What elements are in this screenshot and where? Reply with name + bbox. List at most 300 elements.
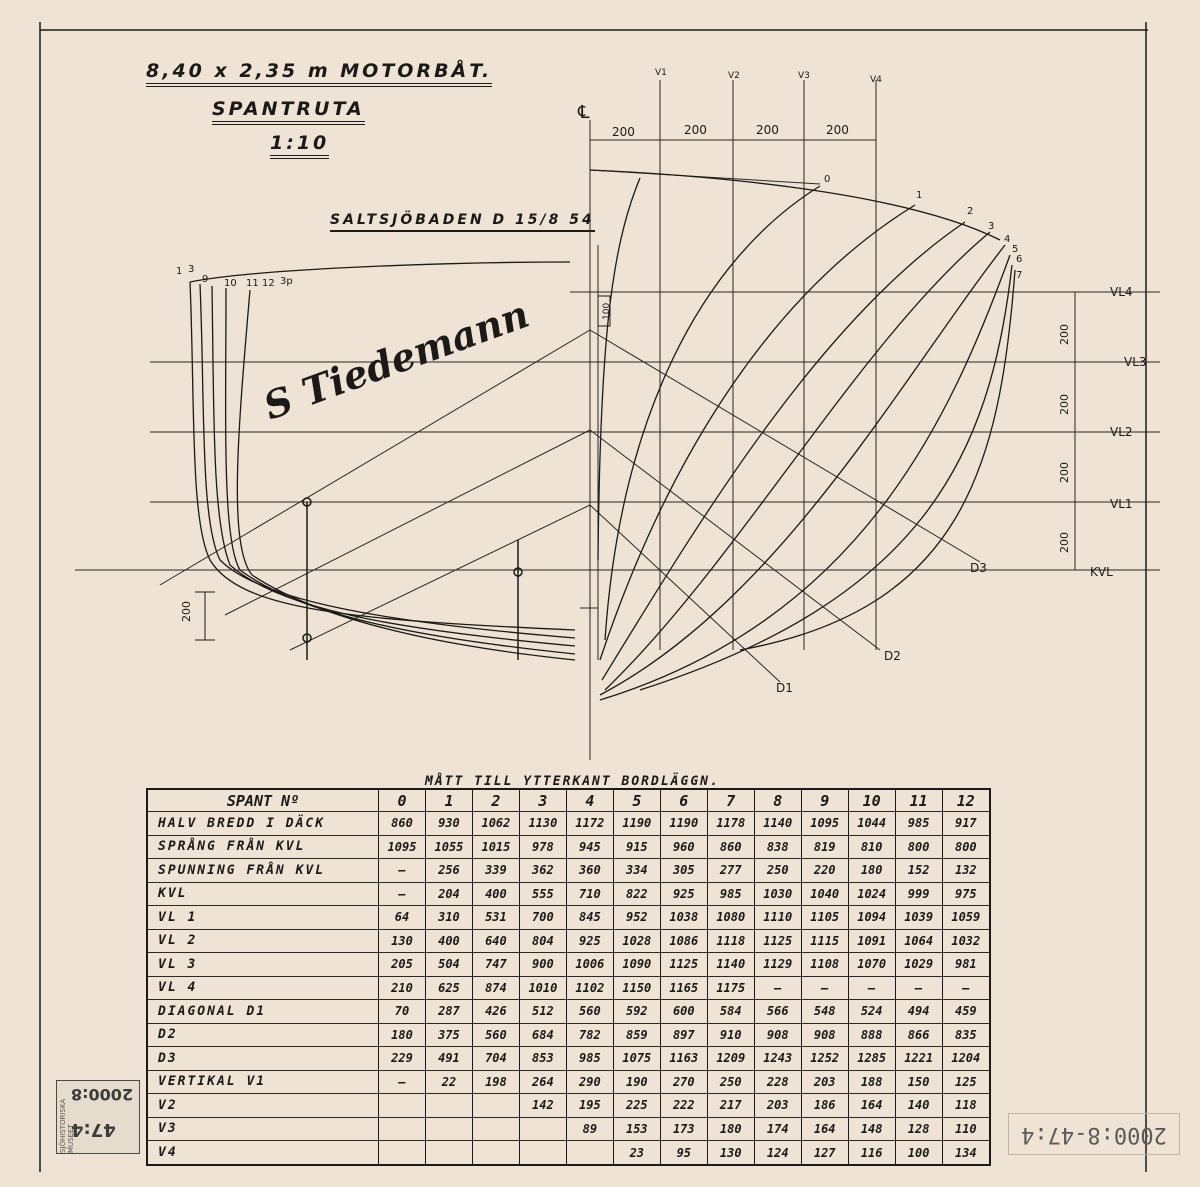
table-cell: 1032 bbox=[942, 929, 990, 953]
table-cell: — bbox=[379, 1070, 426, 1094]
table-cell: 116 bbox=[848, 1141, 895, 1165]
vertical-labels bbox=[655, 68, 882, 85]
table-cell: 1015 bbox=[472, 835, 519, 859]
table-cell: 180 bbox=[707, 1117, 754, 1141]
column-header: 3 bbox=[519, 789, 566, 812]
table-row bbox=[147, 906, 990, 930]
table-cell: 1140 bbox=[754, 812, 801, 836]
aft-body-station-numbers bbox=[176, 264, 293, 289]
label-vl1: VL1 bbox=[1110, 497, 1133, 511]
table-cell: 1010 bbox=[519, 976, 566, 1000]
table-cell: 142 bbox=[519, 1094, 566, 1118]
table-row bbox=[147, 1094, 990, 1118]
table-cell: 1178 bbox=[707, 812, 754, 836]
table-cell: 130 bbox=[379, 929, 426, 953]
station-0: 0 bbox=[824, 174, 831, 185]
table-cell: 164 bbox=[801, 1117, 848, 1141]
table-cell: 1091 bbox=[848, 929, 895, 953]
table-cell: 205 bbox=[379, 953, 426, 977]
row-label: VL 3 bbox=[147, 953, 379, 977]
table-row bbox=[147, 976, 990, 1000]
table-cell: 22 bbox=[425, 1070, 472, 1094]
table-row bbox=[147, 953, 990, 977]
spacing-label-1: 200 bbox=[612, 125, 635, 139]
table-cell: 220 bbox=[801, 859, 848, 883]
table-cell: 822 bbox=[613, 882, 660, 906]
table-cell: 152 bbox=[895, 859, 942, 883]
table-cell: 1252 bbox=[801, 1047, 848, 1071]
table-cell: 125 bbox=[942, 1070, 990, 1094]
aft-station-11: 11 bbox=[246, 278, 259, 289]
table-cell: 491 bbox=[425, 1047, 472, 1071]
table-cell bbox=[379, 1141, 426, 1165]
table-row bbox=[147, 929, 990, 953]
label-d3: D3 bbox=[970, 561, 987, 575]
table-cell: — bbox=[754, 976, 801, 1000]
column-header: 10 bbox=[848, 789, 895, 812]
table-cell: — bbox=[895, 976, 942, 1000]
table-cell: 459 bbox=[942, 1000, 990, 1024]
table-cell: 132 bbox=[942, 859, 990, 883]
table-cell: 925 bbox=[660, 882, 707, 906]
table-cell: 1062 bbox=[472, 812, 519, 836]
table-cell: 548 bbox=[801, 1000, 848, 1024]
table-row bbox=[147, 859, 990, 883]
table-cell: 1165 bbox=[660, 976, 707, 1000]
table-cell: 1125 bbox=[660, 953, 707, 977]
table-cell: 180 bbox=[379, 1023, 426, 1047]
row-label: DIAGONAL D1 bbox=[147, 1000, 379, 1024]
table-cell: 400 bbox=[425, 929, 472, 953]
table-cell: 560 bbox=[472, 1023, 519, 1047]
table-cell: 1163 bbox=[660, 1047, 707, 1071]
table-cell: 1125 bbox=[754, 929, 801, 953]
stamp-accession: 2000:8 bbox=[71, 1085, 134, 1104]
row-label: D2 bbox=[147, 1023, 379, 1047]
table-cell: 64 bbox=[379, 906, 426, 930]
table-cell: 1070 bbox=[848, 953, 895, 977]
table-cell: 800 bbox=[942, 835, 990, 859]
table-cell: 1006 bbox=[566, 953, 613, 977]
table-cell: 188 bbox=[848, 1070, 895, 1094]
table-cell: 426 bbox=[472, 1000, 519, 1024]
table-cell: 1102 bbox=[566, 976, 613, 1000]
table-cell bbox=[472, 1117, 519, 1141]
table-cell: 222 bbox=[660, 1094, 707, 1118]
table-cell: 95 bbox=[660, 1141, 707, 1165]
table-cell: 1094 bbox=[848, 906, 895, 930]
row-label: VERTIKAL V1 bbox=[147, 1070, 379, 1094]
table-cell bbox=[425, 1117, 472, 1141]
table-cell: 375 bbox=[425, 1023, 472, 1047]
table-cell: 930 bbox=[425, 812, 472, 836]
table-cell bbox=[566, 1141, 613, 1165]
table-cell bbox=[472, 1094, 519, 1118]
aft-station-12: 12 bbox=[262, 278, 275, 289]
table-cell: 512 bbox=[519, 1000, 566, 1024]
centerline-symbol: ℄ bbox=[578, 102, 590, 123]
deck-dimension-label: 100 bbox=[602, 302, 612, 320]
table-cell: 1075 bbox=[613, 1047, 660, 1071]
wl-spacing-4: 200 bbox=[1058, 532, 1071, 553]
row-label: SPUNNING FRÅN KVL bbox=[147, 859, 379, 883]
wl-spacing-1: 200 bbox=[1058, 324, 1071, 345]
table-cell: 1055 bbox=[425, 835, 472, 859]
table-cell: 118 bbox=[942, 1094, 990, 1118]
table-cell: 810 bbox=[848, 835, 895, 859]
table-cell: 592 bbox=[613, 1000, 660, 1024]
column-header: 12 bbox=[942, 789, 990, 812]
table-cell: 704 bbox=[472, 1047, 519, 1071]
label-v4: V4 bbox=[870, 75, 882, 85]
label-d2: D2 bbox=[884, 649, 901, 663]
table-cell: 1150 bbox=[613, 976, 660, 1000]
table-cell: 195 bbox=[566, 1094, 613, 1118]
fore-body-station-numbers bbox=[824, 174, 1022, 281]
table-cell: 256 bbox=[425, 859, 472, 883]
table-cell: 985 bbox=[895, 812, 942, 836]
table-cell: 860 bbox=[707, 835, 754, 859]
label-vl3: VL3 bbox=[1124, 355, 1147, 369]
table-cell: 804 bbox=[519, 929, 566, 953]
label-v2: V2 bbox=[728, 71, 740, 81]
subtitle-text: SPANTRUTA bbox=[212, 98, 365, 125]
table-cell: 228 bbox=[754, 1070, 801, 1094]
table-cell bbox=[425, 1094, 472, 1118]
table-cell: 287 bbox=[425, 1000, 472, 1024]
station-4: 4 bbox=[1004, 234, 1011, 245]
table-cell: 566 bbox=[754, 1000, 801, 1024]
label-vl4: VL4 bbox=[1110, 285, 1133, 299]
table-cell: 1040 bbox=[801, 882, 848, 906]
label-v3: V3 bbox=[798, 71, 810, 81]
wl-spacing-3: 200 bbox=[1058, 462, 1071, 483]
row-label: SPRÅNG FRÅN KVL bbox=[147, 835, 379, 859]
table-cell: 866 bbox=[895, 1023, 942, 1047]
table-cell: 908 bbox=[801, 1023, 848, 1047]
aft-dimension-label: 200 bbox=[180, 601, 193, 622]
table-row bbox=[147, 1070, 990, 1094]
table-cell: 910 bbox=[707, 1023, 754, 1047]
table-cell: 1086 bbox=[660, 929, 707, 953]
table-cell: 1028 bbox=[613, 929, 660, 953]
column-header: 2 bbox=[472, 789, 519, 812]
table-cell: 845 bbox=[566, 906, 613, 930]
table-header-row bbox=[147, 789, 990, 812]
table-cell: 625 bbox=[425, 976, 472, 1000]
table-row bbox=[147, 1141, 990, 1165]
table-cell bbox=[519, 1117, 566, 1141]
table-cell: 225 bbox=[613, 1094, 660, 1118]
table-cell: 153 bbox=[613, 1117, 660, 1141]
table-cell: 860 bbox=[379, 812, 426, 836]
table-row bbox=[147, 882, 990, 906]
table-cell: 110 bbox=[942, 1117, 990, 1141]
station-2: 2 bbox=[967, 206, 974, 217]
table-cell: 782 bbox=[566, 1023, 613, 1047]
table-cell: 1024 bbox=[848, 882, 895, 906]
station-7: 7 bbox=[1016, 270, 1023, 281]
table-cell: 925 bbox=[566, 929, 613, 953]
row-label: V4 bbox=[147, 1141, 379, 1165]
aft-station-10: 10 bbox=[224, 278, 237, 289]
table-cell: 960 bbox=[660, 835, 707, 859]
table-cell: 89 bbox=[566, 1117, 613, 1141]
header-label: SPANT Nº bbox=[147, 789, 379, 812]
table-cell: 180 bbox=[848, 859, 895, 883]
table-cell: — bbox=[379, 882, 426, 906]
column-header: 8 bbox=[754, 789, 801, 812]
table-cell: 100 bbox=[895, 1141, 942, 1165]
table-cell: 888 bbox=[848, 1023, 895, 1047]
table-cell: 1190 bbox=[613, 812, 660, 836]
diagonal-labels bbox=[776, 561, 987, 695]
row-label: V2 bbox=[147, 1094, 379, 1118]
table-cell: 975 bbox=[942, 882, 990, 906]
table-row bbox=[147, 1000, 990, 1024]
table-cell: 1115 bbox=[801, 929, 848, 953]
table-row bbox=[147, 1023, 990, 1047]
table-cell: 600 bbox=[660, 1000, 707, 1024]
grid-lines bbox=[75, 80, 1160, 760]
table-cell: 859 bbox=[613, 1023, 660, 1047]
table-cell: 198 bbox=[472, 1070, 519, 1094]
station-5: 5 bbox=[1012, 244, 1019, 255]
table-cell: 339 bbox=[472, 859, 519, 883]
table-cell: 504 bbox=[425, 953, 472, 977]
table-cell: 400 bbox=[472, 882, 519, 906]
table-cell bbox=[425, 1141, 472, 1165]
row-label: KVL bbox=[147, 882, 379, 906]
table-cell: — bbox=[848, 976, 895, 1000]
table-cell: 127 bbox=[801, 1141, 848, 1165]
table-cell bbox=[379, 1094, 426, 1118]
table-cell: — bbox=[801, 976, 848, 1000]
label-d1: D1 bbox=[776, 681, 793, 695]
table-cell: 124 bbox=[754, 1141, 801, 1165]
table-cell: 250 bbox=[754, 859, 801, 883]
table-cell: 1110 bbox=[754, 906, 801, 930]
table-cell: 186 bbox=[801, 1094, 848, 1118]
table-cell: 853 bbox=[519, 1047, 566, 1071]
table-cell: 210 bbox=[379, 976, 426, 1000]
row-label: D3 bbox=[147, 1047, 379, 1071]
table-row bbox=[147, 812, 990, 836]
table-cell: 908 bbox=[754, 1023, 801, 1047]
table-cell: 835 bbox=[942, 1023, 990, 1047]
wl-spacing-2: 200 bbox=[1058, 394, 1071, 415]
table-cell: 1038 bbox=[660, 906, 707, 930]
table-cell: 270 bbox=[660, 1070, 707, 1094]
table-cell: 985 bbox=[707, 882, 754, 906]
table-cell: 819 bbox=[801, 835, 848, 859]
title-text: 8,40 x 2,35 m MOTORBÅT. bbox=[146, 60, 492, 87]
museum-stamp bbox=[56, 1080, 140, 1154]
table-cell: 250 bbox=[707, 1070, 754, 1094]
table-cell bbox=[519, 1141, 566, 1165]
column-header: 7 bbox=[707, 789, 754, 812]
table-cell: 1064 bbox=[895, 929, 942, 953]
table-cell: 560 bbox=[566, 1000, 613, 1024]
table-cell: 747 bbox=[472, 953, 519, 977]
table-cell: 584 bbox=[707, 1000, 754, 1024]
stamp-museum: SJÖHISTORISKA MUSEET bbox=[59, 1098, 75, 1153]
label-vl2: VL2 bbox=[1110, 425, 1133, 439]
column-header: 11 bbox=[895, 789, 942, 812]
table-cell: 952 bbox=[613, 906, 660, 930]
table-cell: 999 bbox=[895, 882, 942, 906]
offsets-table-wrap bbox=[146, 788, 991, 1166]
table-cell: 1204 bbox=[942, 1047, 990, 1071]
table-cell: 310 bbox=[425, 906, 472, 930]
aft-dimension bbox=[195, 592, 215, 640]
table-cell: 1095 bbox=[801, 812, 848, 836]
station-3: 3 bbox=[988, 221, 995, 232]
spacing-label-3: 200 bbox=[756, 123, 779, 137]
table-cell: 1095 bbox=[379, 835, 426, 859]
table-cell: 1175 bbox=[707, 976, 754, 1000]
table-cell: 130 bbox=[707, 1141, 754, 1165]
control-points bbox=[303, 498, 522, 660]
table-cell: 203 bbox=[754, 1094, 801, 1118]
row-label: VL 1 bbox=[147, 906, 379, 930]
table-cell: 190 bbox=[613, 1070, 660, 1094]
spacing-label-4: 200 bbox=[826, 123, 849, 137]
table-cell: 1243 bbox=[754, 1047, 801, 1071]
column-header: 0 bbox=[379, 789, 426, 812]
table-cell: 555 bbox=[519, 882, 566, 906]
table-cell: 173 bbox=[660, 1117, 707, 1141]
aft-station-extra: 3p bbox=[280, 276, 293, 287]
table-cell: 128 bbox=[895, 1117, 942, 1141]
table-cell: 217 bbox=[707, 1094, 754, 1118]
table-cell: 1130 bbox=[519, 812, 566, 836]
table-cell: 140 bbox=[895, 1094, 942, 1118]
spacing-labels bbox=[612, 123, 849, 139]
aft-station-3: 3 bbox=[188, 264, 195, 275]
table-cell: 1221 bbox=[895, 1047, 942, 1071]
fore-body-frames bbox=[590, 170, 1015, 700]
row-label: V3 bbox=[147, 1117, 379, 1141]
aft-station-1: 1 bbox=[176, 266, 183, 277]
table-cell: 838 bbox=[754, 835, 801, 859]
table-cell: 874 bbox=[472, 976, 519, 1000]
table-cell: 204 bbox=[425, 882, 472, 906]
table-caption: MÅTT TILL YTTERKANT BORDLÄGGN. bbox=[425, 774, 720, 789]
table-cell: 164 bbox=[848, 1094, 895, 1118]
table-cell: 917 bbox=[942, 812, 990, 836]
table-cell: 1172 bbox=[566, 812, 613, 836]
table-cell: 710 bbox=[566, 882, 613, 906]
station-6: 6 bbox=[1016, 254, 1023, 265]
table-cell: 150 bbox=[895, 1070, 942, 1094]
table-cell: 1108 bbox=[801, 953, 848, 977]
table-cell: 1190 bbox=[660, 812, 707, 836]
scale-text: 1:10 bbox=[270, 132, 329, 159]
stamp-number: 47:4 bbox=[71, 1119, 116, 1140]
table-cell: 290 bbox=[566, 1070, 613, 1094]
table-cell: 1285 bbox=[848, 1047, 895, 1071]
column-header: 1 bbox=[425, 789, 472, 812]
table-cell: 897 bbox=[660, 1023, 707, 1047]
table-cell: — bbox=[379, 859, 426, 883]
table-cell: 1059 bbox=[942, 906, 990, 930]
row-label: VL 4 bbox=[147, 976, 379, 1000]
table-cell: 229 bbox=[379, 1047, 426, 1071]
table-cell: 174 bbox=[754, 1117, 801, 1141]
table-cell: 945 bbox=[566, 835, 613, 859]
table-cell: 1105 bbox=[801, 906, 848, 930]
row-label: VL 2 bbox=[147, 929, 379, 953]
column-header: 5 bbox=[613, 789, 660, 812]
table-cell: 985 bbox=[566, 1047, 613, 1071]
table-cell: 1044 bbox=[848, 812, 895, 836]
table-row bbox=[147, 1117, 990, 1141]
signature: S Tiedemann bbox=[257, 290, 535, 429]
table-cell: 1129 bbox=[754, 953, 801, 977]
table-cell: 1029 bbox=[895, 953, 942, 977]
column-header: 4 bbox=[566, 789, 613, 812]
table-row bbox=[147, 835, 990, 859]
offsets-table-body bbox=[147, 812, 990, 1166]
label-v1: V1 bbox=[655, 68, 667, 78]
label-kvl: KVL bbox=[1090, 565, 1113, 579]
table-cell: 640 bbox=[472, 929, 519, 953]
table-cell: 23 bbox=[613, 1141, 660, 1165]
table-cell: 1039 bbox=[895, 906, 942, 930]
table-cell: 684 bbox=[519, 1023, 566, 1047]
station-1: 1 bbox=[916, 190, 923, 201]
table-cell: 203 bbox=[801, 1070, 848, 1094]
table-cell: 362 bbox=[519, 859, 566, 883]
table-cell: 1140 bbox=[707, 953, 754, 977]
aft-station-9: 9 bbox=[202, 274, 209, 285]
table-cell: 524 bbox=[848, 1000, 895, 1024]
table-cell bbox=[472, 1141, 519, 1165]
row-label: HALV BREDD I DÄCK bbox=[147, 812, 379, 836]
table-cell: 360 bbox=[566, 859, 613, 883]
table-cell: 1209 bbox=[707, 1047, 754, 1071]
table-cell: 277 bbox=[707, 859, 754, 883]
table-cell: 531 bbox=[472, 906, 519, 930]
table-cell: 1090 bbox=[613, 953, 660, 977]
table-cell: 305 bbox=[660, 859, 707, 883]
table-cell: 264 bbox=[519, 1070, 566, 1094]
table-cell: 134 bbox=[942, 1141, 990, 1165]
place-date-text: SALTSJÖBADEN D 15/8 54 bbox=[330, 212, 595, 232]
table-cell: 494 bbox=[895, 1000, 942, 1024]
offsets-table bbox=[146, 788, 991, 1166]
table-cell: 700 bbox=[519, 906, 566, 930]
table-cell: 900 bbox=[519, 953, 566, 977]
table-cell: 70 bbox=[379, 1000, 426, 1024]
table-cell: 1118 bbox=[707, 929, 754, 953]
column-header: 6 bbox=[660, 789, 707, 812]
table-cell: 915 bbox=[613, 835, 660, 859]
table-cell: 981 bbox=[942, 953, 990, 977]
spacing-label-2: 200 bbox=[684, 123, 707, 137]
table-cell: 1080 bbox=[707, 906, 754, 930]
side-code: 2000:8-47:4 bbox=[1008, 1113, 1180, 1155]
table-cell: 334 bbox=[613, 859, 660, 883]
table-cell bbox=[379, 1117, 426, 1141]
table-cell: 978 bbox=[519, 835, 566, 859]
table-cell: 1030 bbox=[754, 882, 801, 906]
table-row bbox=[147, 1047, 990, 1071]
table-cell: 800 bbox=[895, 835, 942, 859]
table-cell: 148 bbox=[848, 1117, 895, 1141]
waterline-spacing-labels bbox=[1058, 324, 1071, 553]
